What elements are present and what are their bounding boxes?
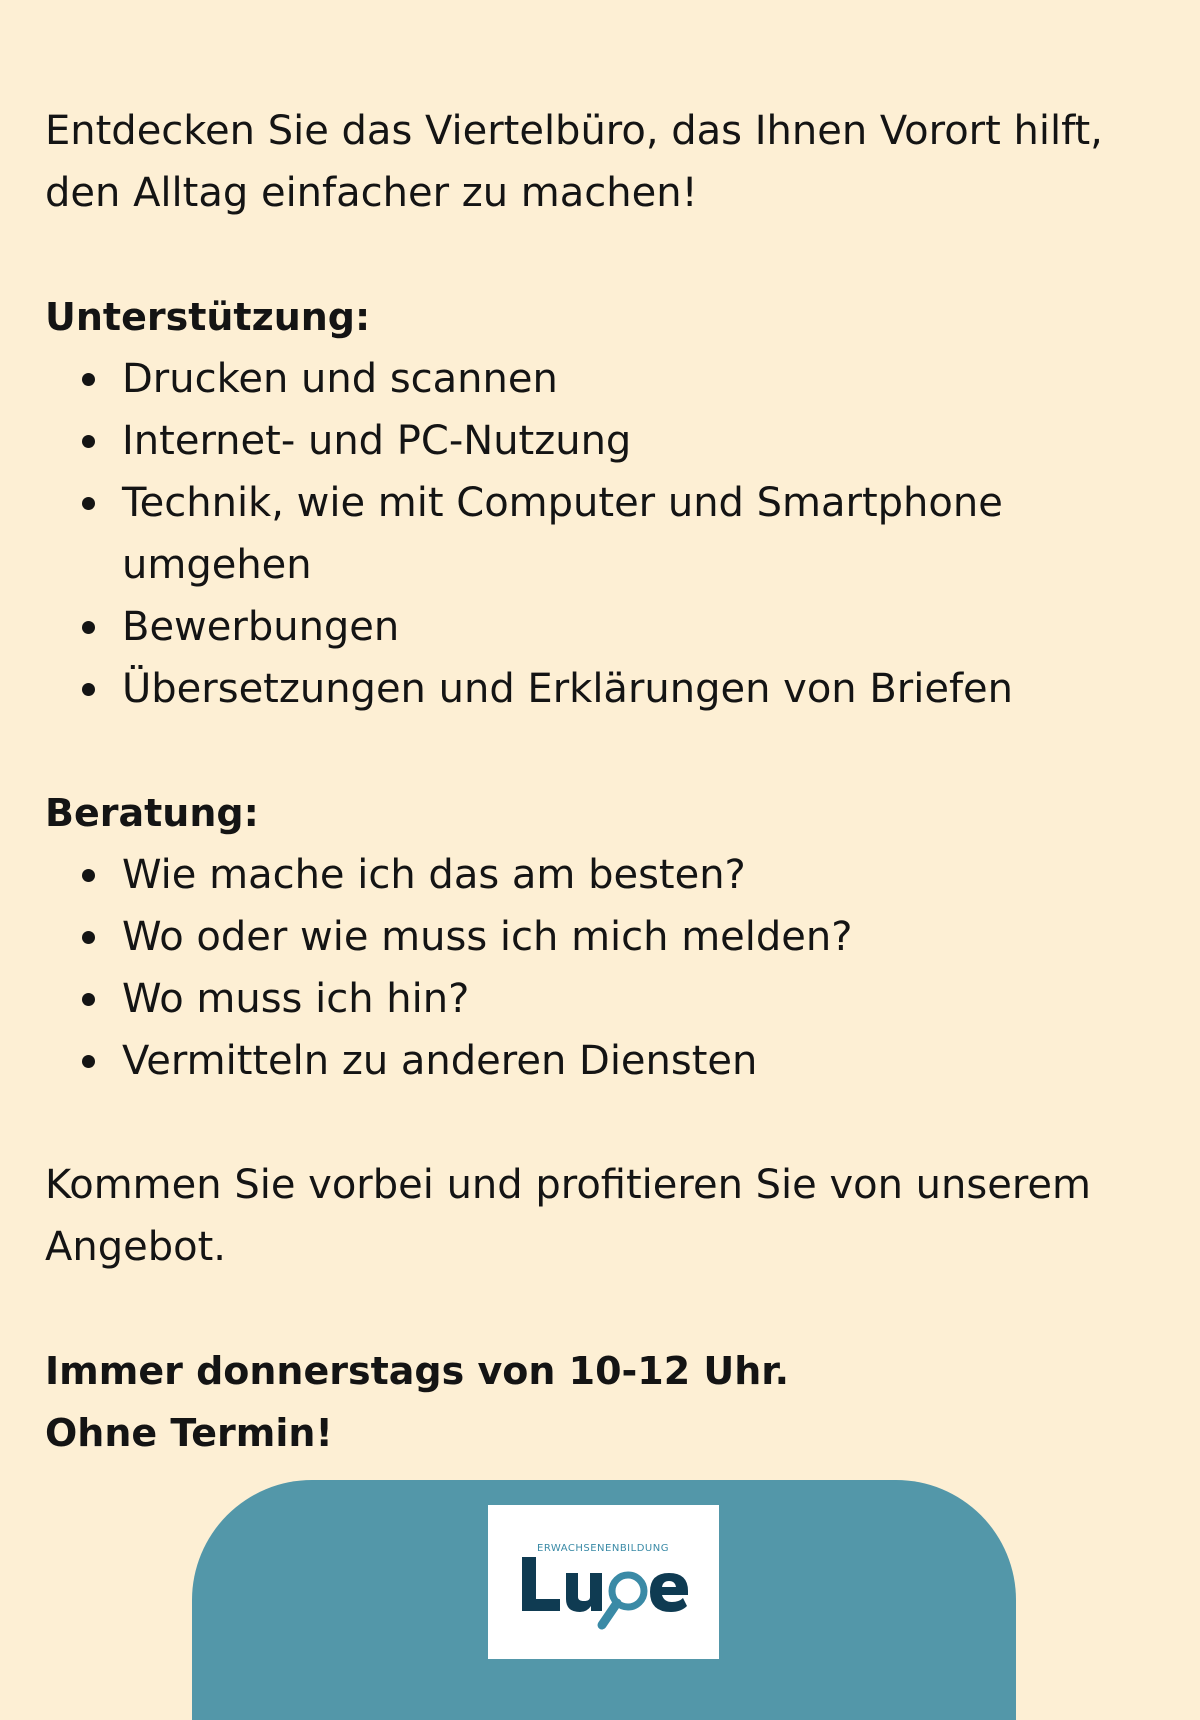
magnifier-icon [602,1575,644,1625]
spacer [45,1092,1175,1154]
support-heading: Unterstützung: [45,295,371,339]
list-item: Übersetzungen und Erklärungen von Briefen [45,658,1175,720]
advice-list [45,844,1175,1092]
list-item: Technik, wie mit Computer und Smartphone umgehen [45,472,1175,596]
logo-letter-l [522,1557,560,1611]
schedule-line: Immer donnerstags von 10-12 Uhr. [45,1349,790,1393]
list-item: Bewerbungen [45,596,1175,658]
logo-letter-u [566,1573,602,1612]
list-item: Vermitteln zu anderen Diensten [45,1030,1175,1092]
logo-subtitle: ERWACHSENENBILDUNG [537,1543,669,1554]
list-item: Drucken und scannen [45,348,1175,410]
advice-heading: Beratung: [45,791,259,835]
intro-text: Entdecken Sie das Viertelbüro, das Ihnen Vorort hilft, den Alltag einfacher zu machen! [45,108,1103,216]
invitation-text: Kommen Sie vorbei und profitieren Sie von unserem Angebot. [45,1162,1091,1270]
spacer [45,720,1175,782]
flyer-content [45,100,1175,1464]
logo-wordmark [516,1551,696,1651]
support-list [45,348,1175,720]
lupe-logo [488,1505,719,1659]
spacer [45,1278,1175,1340]
no-appointment-line: Ohne Termin! [45,1411,333,1455]
list-item: Wie mache ich das am besten? [45,844,1175,906]
list-item: Wo muss ich hin? [45,968,1175,1030]
list-item: Wo oder wie muss ich mich melden? [45,906,1175,968]
list-item: Internet- und PC-Nutzung [45,410,1175,472]
logo-letter-e [650,1573,688,1612]
